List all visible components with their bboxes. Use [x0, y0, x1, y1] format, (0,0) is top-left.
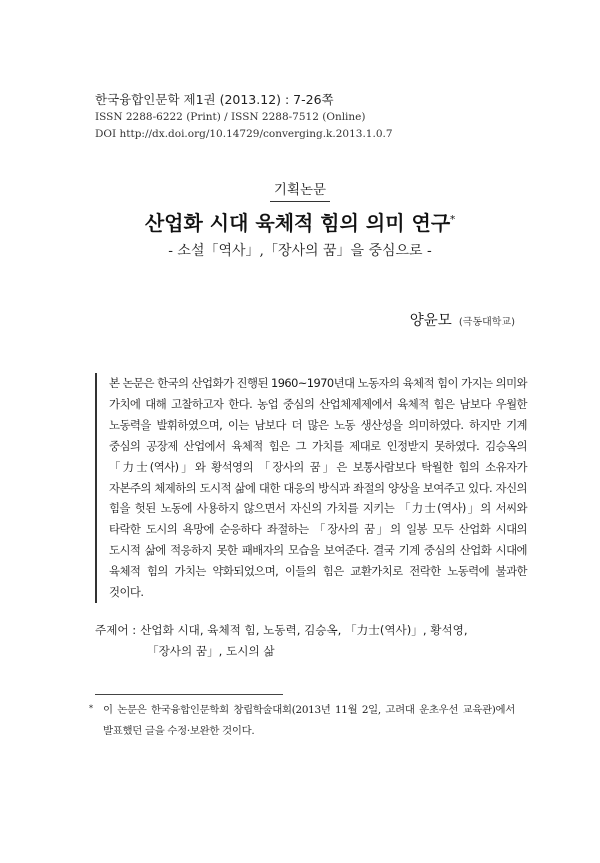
keywords-line-1 — [95, 620, 525, 641]
section-label-text: 기획논문 — [270, 178, 330, 202]
author-name: 양윤모 — [409, 313, 452, 329]
doi-line: DOI http://dx.doi.org/10.14729/converging.k.2013.1.0.7 — [95, 128, 393, 140]
title-footnote-mark: * — [450, 214, 456, 226]
section-label — [0, 178, 600, 202]
author-block — [410, 309, 515, 330]
paper-subtitle: - 소설「역사」,「장사의 꿈」을 중심으로 - — [168, 243, 432, 259]
abstract-text: 본 논문은 한국의 산업화가 진행된 1960~1970년대 노동자의 육체적 힘이 가지는 의미와 가치에 대해 고찰하고자 한다. 농업 중심의 산업체제제에서 육체적 힘은 남보다 우월한 노동력을 발휘하였으며, 이는 남보다 더 많은 노동 생산성을 의미하였다. 하지만 기계 중심의 공장제 산업에서 육체적 힘은 그 가치를 제대로 인정받지 못하였다. 김승옥의 「力士(역사)」와 황석영의 「장사의 꿈」은 보통사람보다 탁월한 힘의 소유자가 자본주의 체제하의 도시적 삶에 대한 대응의 방식과 좌절의 양상을 보여주고 있다. 자신의 힘을 헛된 노동에 사용하지 않으면서 자신의 가치를 지키는 「力士(역사)」의 서씨와 타락한 도시의 욕망에 순응하다 좌절하는 「장사의 꿈」의 일봉 모두 산업화 시대의 도시적 삶에 적응하지 못한 패배자의 모습을 보여준다. 결국 기계 중심의 산업화 시대에 육체적 힘의 가치는 약화되었으며, 이들의 힘은 교환가치로 전락한 노동력에 불과한 것이다. — [109, 376, 527, 600]
journal-citation: 한국융합인문학 제1권 (2013.12) : 7-26쪽 — [95, 92, 334, 107]
keywords-block — [95, 620, 525, 661]
author-affiliation: (극동대학교) — [458, 317, 515, 328]
paper-title — [0, 207, 600, 236]
keywords-label: 주제어 : — [95, 623, 137, 637]
footnote-divider — [95, 694, 283, 695]
paper-title-text: 산업화 시대 육체적 힘의 의미 연구 — [144, 211, 451, 235]
footnote-mark: * — [89, 704, 93, 713]
issn-line: ISSN 2288-6222 (Print) / ISSN 2288-7512 (Online) — [95, 111, 366, 123]
keywords-list-1: 산업화 시대, 육체적 힘, 노동력, 김승옥, 「力士(역사)」, 황석영, — [140, 623, 468, 637]
footnote — [89, 700, 515, 742]
keywords-line-2: 「장사의 꿈」, 도시의 삶 — [147, 643, 275, 658]
abstract-block — [95, 373, 527, 603]
footnote-text: 이 논문은 한국융합인문학회 창립학술대회(2013년 11월 2일, 고려대 운초우선 교육관)에서 발표했던 글을 수정·보완한 것이다. — [103, 704, 515, 737]
